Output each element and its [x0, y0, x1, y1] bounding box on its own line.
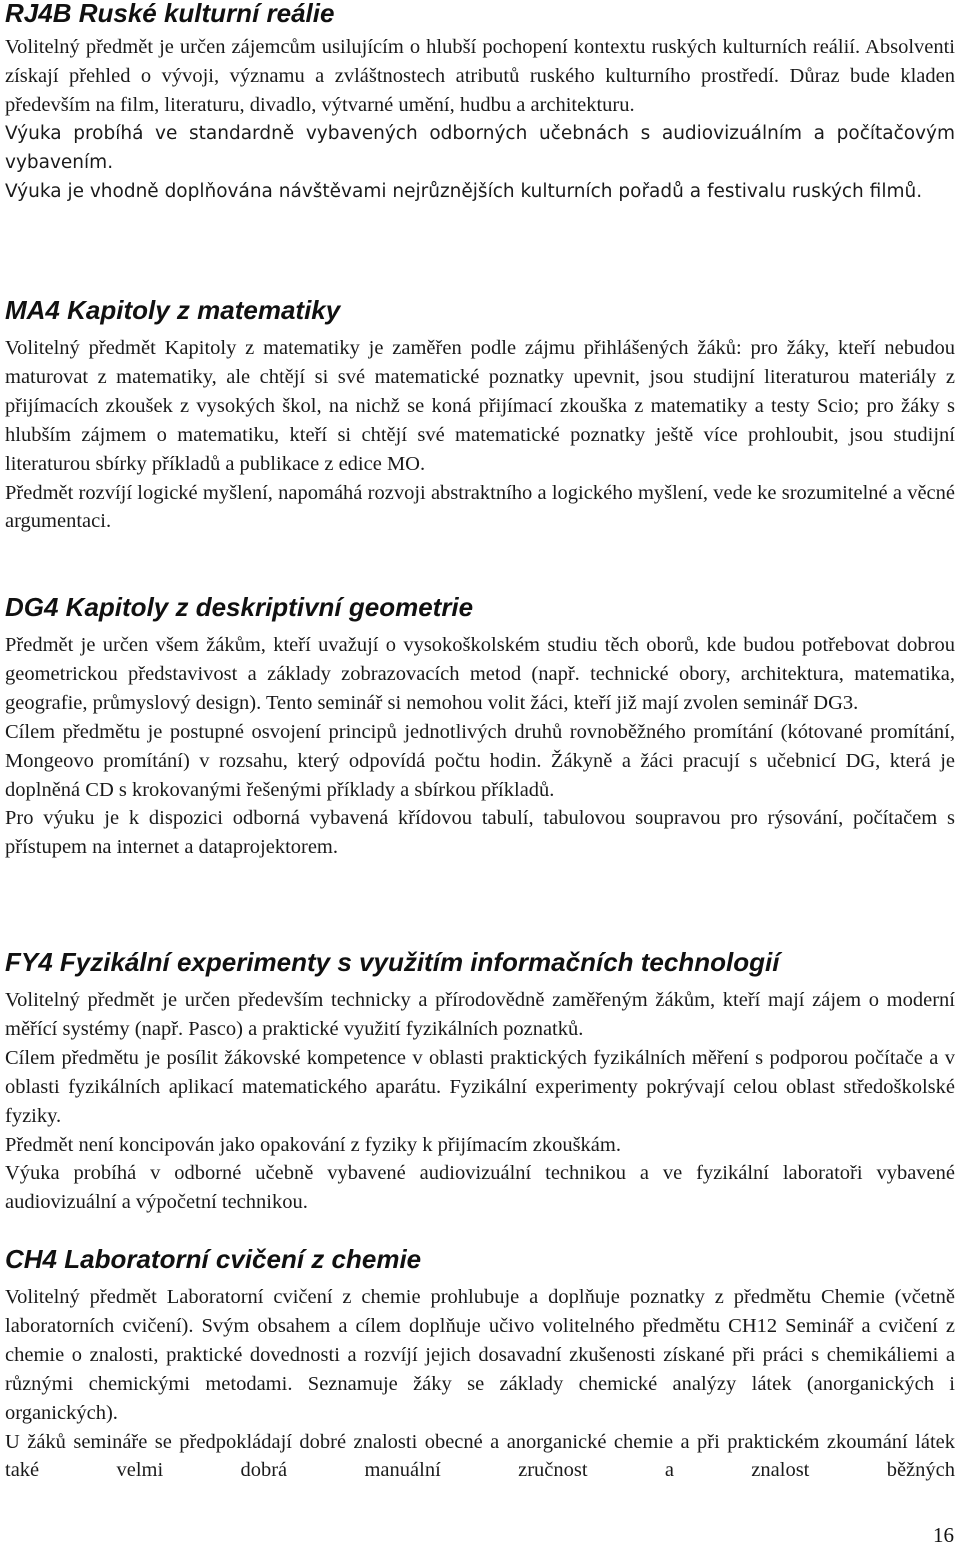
section-title-fy4: FY4 Fyzikální experimenty s využitím informačních technologií — [5, 947, 780, 977]
paragraph: Předmět je určen všem žákům, kteří uvažují o vysokoškolském studiu těch oborů, kde budou potřebovat dobrou geometrickou představivost a základy zobrazovacích metod (např. technické obory, architektura, matematika, geografie, průmyslový design). Tento seminář si nemohou volit žáci, kteří již mají zvolen seminář DG3. — [5, 634, 955, 714]
paragraph: Cílem předmětu je postupné osvojení principů jednotlivých druhů rovnoběžného promítání (kótované promítání, Mongeovo promítání) v rozsahu, který odpovídá počtu hodin. Žákyně a žáci pracují s učebnicí DG, která je doplněná CD s krokovanými řešenými příklady a sbírkou příkladů. — [5, 720, 955, 801]
page-number: 16 — [933, 1523, 954, 1547]
paragraph: Předmět není koncipován jako opakování z fyziky k přijímacím zkouškám. — [5, 1133, 621, 1156]
section-title-ch4: CH4 Laboratorní cvičení z chemie — [5, 1244, 422, 1274]
paragraph: Volitelný předmět je určen zájemcům usilujícím o hlubší pochopení kontextu ruských kulturních reálií. Absolventi získají přehled o vývoji, významu a zvláštnostech atributů ruského kulturního prostředí. Důraz bude kladen především na film, literaturu, divadlo, výtvarné umění, hudbu a architekturu. — [5, 36, 955, 116]
paragraph: Předmět rozvíjí logické myšlení, napomáhá rozvoji abstraktního a logického myšlení, vede ke srozumitelné a věcné argumentaci. — [5, 481, 955, 533]
paragraph: Výuka je vhodně doplňována návštěvami nejrůznějších kulturních pořadů a festivalu ruských filmů. — [5, 180, 923, 202]
section-body-ma4 — [5, 334, 955, 536]
paragraph: Cílem předmětu je posílit žákovské kompetence v oblasti praktických fyzikálních měření s podporou počítače a v oblasti fyzikálních aplikací matematického aparátu. Fyzikální experimenty pokrývají celou oblast středoškolské fyziky. — [5, 1046, 955, 1127]
section-title-dg4: DG4 Kapitoly z deskriptivní geometrie — [5, 592, 474, 622]
section-body-rj4b — [5, 33, 955, 206]
paragraph: Volitelný předmět Laboratorní cvičení z chemie prohlubuje a doplňuje poznatky z předmětu Chemie (včetně laboratorních cvičení). Svým obsahem a cílem doplňuje učivo volitelného předmětu CH12 Seminář a cvičení z chemie o znalosti, praktické dovednosti a rozvíjí jejich dosavadní zkušenosti získané při práci s chemikáliemi a různými chemickými metodami. Seznamuje žáky se základy chemické analýzy látek (anorganických i organických). — [5, 1286, 955, 1424]
paragraph: Volitelný předmět Kapitoly z matematiky je zaměřen podle zájmu přihlášených žáků: pro žáky, kteří nebudou maturovat z matematiky, ale chtějí si své matematické poznatky upevnit, jsou studijní literaturou materiály z přijímacích zkoušek z vysokých škol, na nichž se koná přijímací zkouška z matematiky a testy Scio; pro žáky s hlubším zájmem o matematiku, kteří si chtějí své matematické poznatky ještě více prohloubit, jsou studijní literaturou sbírky příkladů a publikace z edice MO. — [5, 337, 955, 475]
section-body-fy4 — [5, 986, 955, 1217]
section-body-dg4 — [5, 631, 955, 862]
section-title-ma4: MA4 Kapitoly z matematiky — [5, 295, 341, 325]
paragraph: Pro výuku je k dispozici odborná vybavená křídovou tabulí, tabulovou soupravou pro rýsování, počítačem s přístupem na internet a dataprojektorem. — [5, 807, 955, 859]
paragraph: Volitelný předmět je určen především technicky a přírodovědně zaměřeným žákům, kteří mají zájem o moderní měřící systémy (např. Pasco) a praktické využití fyzikálních poznatků. — [5, 989, 955, 1040]
section-title-rj4b: RJ4B Ruské kulturní reálie — [5, 0, 335, 28]
paragraph: U žáků semináře se předpokládají dobré znalosti obecné a anorganické chemie a při praktickém zkoumání látek také velmi dobrá manuální zručnost a znalost běžných — [5, 1430, 955, 1482]
section-body-ch4 — [5, 1283, 955, 1485]
paragraph: Výuka probíhá ve standardně vybavených odborných učebnách s audiovizuálním a počítačovým vybavením. — [5, 122, 955, 173]
paragraph: Výuka probíhá v odborné učebně vybavené audiovizuální technikou a ve fyzikální laboratoři vybavené audiovizuální a výpočetní technikou. — [5, 1162, 955, 1214]
